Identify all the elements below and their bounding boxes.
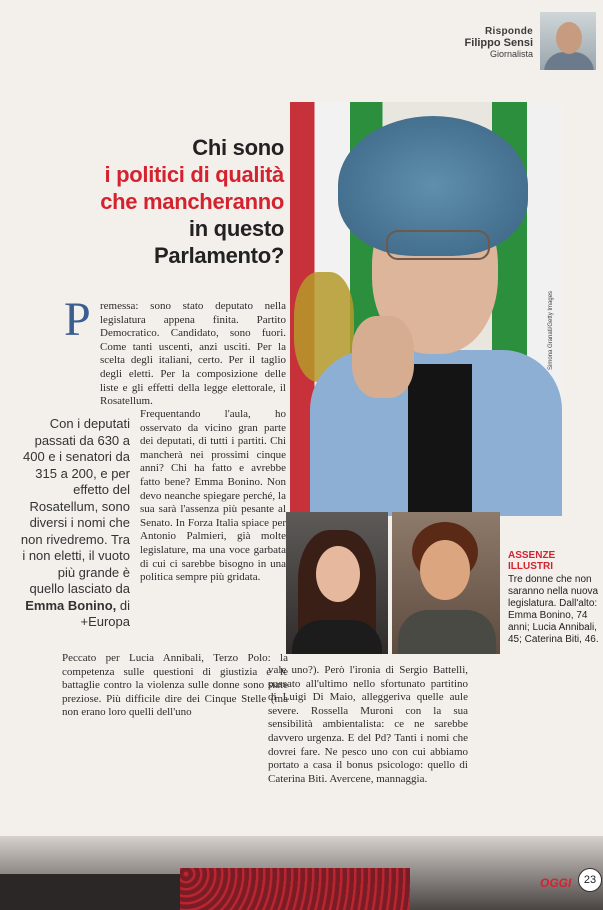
pullquote-tail: di +Europa: [80, 597, 130, 629]
byline: [465, 26, 533, 59]
article-paragraph-1: remessa: sono stato deputato nella legislatura appena finita. Partito Democratico. Candidato, sono fuori. Come tanti uscenti, anzi usciti. Per la scelta degli italiani, certo. Per il taglio degli eletti. Per la composizione delle liste e gli effetti della legge elettorale, il Rosatellum.: [100, 300, 286, 408]
byline-author: Filippo Sensi: [464, 37, 533, 49]
page-number: 23: [578, 868, 602, 892]
background-fabric: [180, 868, 410, 910]
caption-heading-1: ASSENZE: [508, 550, 556, 561]
author-photo: [540, 12, 596, 70]
article-paragraph-3: Peccato per Lucia Annibali, Terzo Polo: la competenza sulle questioni di giustizia e le battaglie contro la violenza sulle donne sono state preziose. Più difficile dire dei Cinque Stelle (ma non erano loro quelli dell'uno: [62, 652, 288, 719]
caption-heading-2: ILLUSTRI: [508, 561, 553, 572]
photo-credit: Simona Granati/Getty Images: [548, 290, 554, 370]
main-photo-emma-bonino: [290, 102, 562, 516]
pullquote-name: Emma Bonino,: [25, 597, 117, 613]
magazine-logo: OGGI: [540, 876, 572, 890]
article-title: [60, 134, 284, 269]
pull-quote: [20, 416, 130, 631]
title-line-3: che mancheranno: [100, 189, 284, 214]
title-line-2: i politici di qualità: [104, 162, 284, 187]
title-line-1: Chi sono: [192, 135, 284, 160]
pullquote-text: Con i deputati passati da 630 a 400 e i senatori da 315 a 200, e per effetto del Rosatellum, sono diversi i nomi che non rivedremo. Tra i non eletti, il vuoto più grande è quello lasciato da: [20, 416, 130, 596]
byline-risponde: Risponde: [485, 26, 533, 37]
photo-caterina-biti: [392, 512, 500, 654]
caption-text: Tre donne che non saranno nella nuova legislatura. Dall'alto: Emma Bonino, 74 anni; Lucia Annibali, 45; Caterina Biti, 46.: [508, 574, 599, 645]
drop-cap: P: [64, 293, 91, 346]
article-paragraph-2: Frequentando l'aula, ho osservato da vicino gran parte dei deputati, di tutti i partiti. Chi mancherà nei prossimi cinque anni? Chi ha fatto e avrebbe fatto bene? Emma Bonino. Non devo neanche spiegare perché, la sua sarà l'assenza più pesante al Senato. In Forza Italia spiace per Antonio Palmieri, già molte legislature, ma una voce garbata di cui ci sarebbe bisogno in una politica sempre più gridata.: [140, 408, 286, 584]
photo-caption-box: [508, 550, 600, 646]
byline-role: Giornalista: [489, 49, 533, 59]
background-surface: [0, 874, 180, 910]
photo-lucia-annibali: [286, 512, 388, 654]
title-line-4: in questo: [188, 216, 284, 241]
title-line-5: Parlamento?: [154, 243, 284, 268]
article-paragraph-4: vale uno?). Però l'ironia di Sergio Battelli, passato all'ultimo nello sfortunato partitino di Luigi Di Maio, alleggeriva quelle aule severe. Rossella Muroni con la sua sensibilità ambientalista: ce ne sarebbe davvero urgenza. E del Pd? Tanti i nomi che dovrei fare. Ne pesco uno con cui abbiamo portato a casa il bonus psicologo: quello di Caterina Biti. Avercene, mannaggia.: [268, 664, 468, 785]
